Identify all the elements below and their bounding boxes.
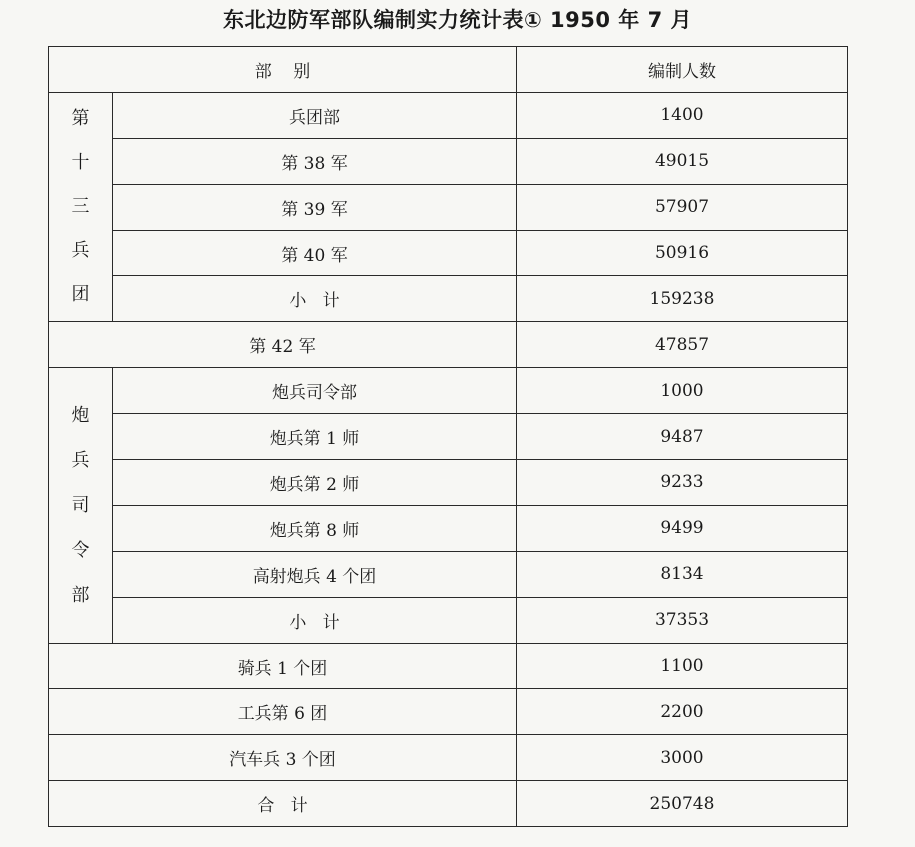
table-row (49, 505, 848, 551)
unit-cell: 炮兵第 8 师 (113, 505, 517, 551)
count-cell: 9233 (517, 460, 848, 506)
count-cell: 1100 (517, 643, 848, 689)
count-cell: 9487 (517, 414, 848, 460)
table-row (49, 368, 848, 414)
group-label-artillery-command: 炮兵司令部 (49, 368, 113, 643)
count-cell: 2200 (517, 689, 848, 735)
total-label: 合 计 (49, 781, 517, 827)
count-cell: 47857 (517, 322, 848, 368)
table-row (49, 643, 848, 689)
table-row (49, 414, 848, 460)
unit-cell: 汽车兵 3 个团 (49, 735, 517, 781)
subtotal-label: 小 计 (113, 276, 517, 322)
page-title: 东北边防军部队编制实力统计表① 1950 年 7 月 (222, 8, 693, 32)
count-cell: 3000 (517, 735, 848, 781)
table-row (49, 138, 848, 184)
count-cell: 49015 (517, 138, 848, 184)
unit-cell: 炮兵司令部 (113, 368, 517, 414)
table-header-row (49, 47, 848, 93)
unit-cell: 炮兵第 2 师 (113, 460, 517, 506)
table-row (49, 551, 848, 597)
group-label-13th-army-group: 第十三兵团 (49, 92, 113, 321)
header-count: 编制人数 (517, 47, 848, 93)
table-row (49, 460, 848, 506)
strength-table (48, 46, 848, 827)
count-cell: 1400 (517, 92, 848, 138)
unit-cell: 第 40 军 (113, 230, 517, 276)
total-count: 250748 (517, 781, 848, 827)
unit-cell: 工兵第 6 团 (49, 689, 517, 735)
header-unit: 部 别 (49, 47, 517, 93)
unit-cell: 炮兵第 1 师 (113, 414, 517, 460)
count-cell: 1000 (517, 368, 848, 414)
unit-cell: 骑兵 1 个团 (49, 643, 517, 689)
subtotal-label: 小 计 (113, 597, 517, 643)
table-row (49, 92, 848, 138)
total-row (49, 781, 848, 827)
subtotal-count: 159238 (517, 276, 848, 322)
table-row (49, 597, 848, 643)
table-row (49, 184, 848, 230)
table-row (49, 689, 848, 735)
unit-cell: 兵团部 (113, 92, 517, 138)
table-row (49, 322, 848, 368)
unit-cell: 高射炮兵 4 个团 (113, 551, 517, 597)
table-row (49, 735, 848, 781)
subtotal-count: 37353 (517, 597, 848, 643)
unit-cell: 第 39 军 (113, 184, 517, 230)
unit-cell: 第 38 军 (113, 138, 517, 184)
count-cell: 9499 (517, 505, 848, 551)
table-row (49, 276, 848, 322)
count-cell: 57907 (517, 184, 848, 230)
unit-cell: 第 42 军 (49, 322, 517, 368)
count-cell: 8134 (517, 551, 848, 597)
count-cell: 50916 (517, 230, 848, 276)
table-row (49, 230, 848, 276)
